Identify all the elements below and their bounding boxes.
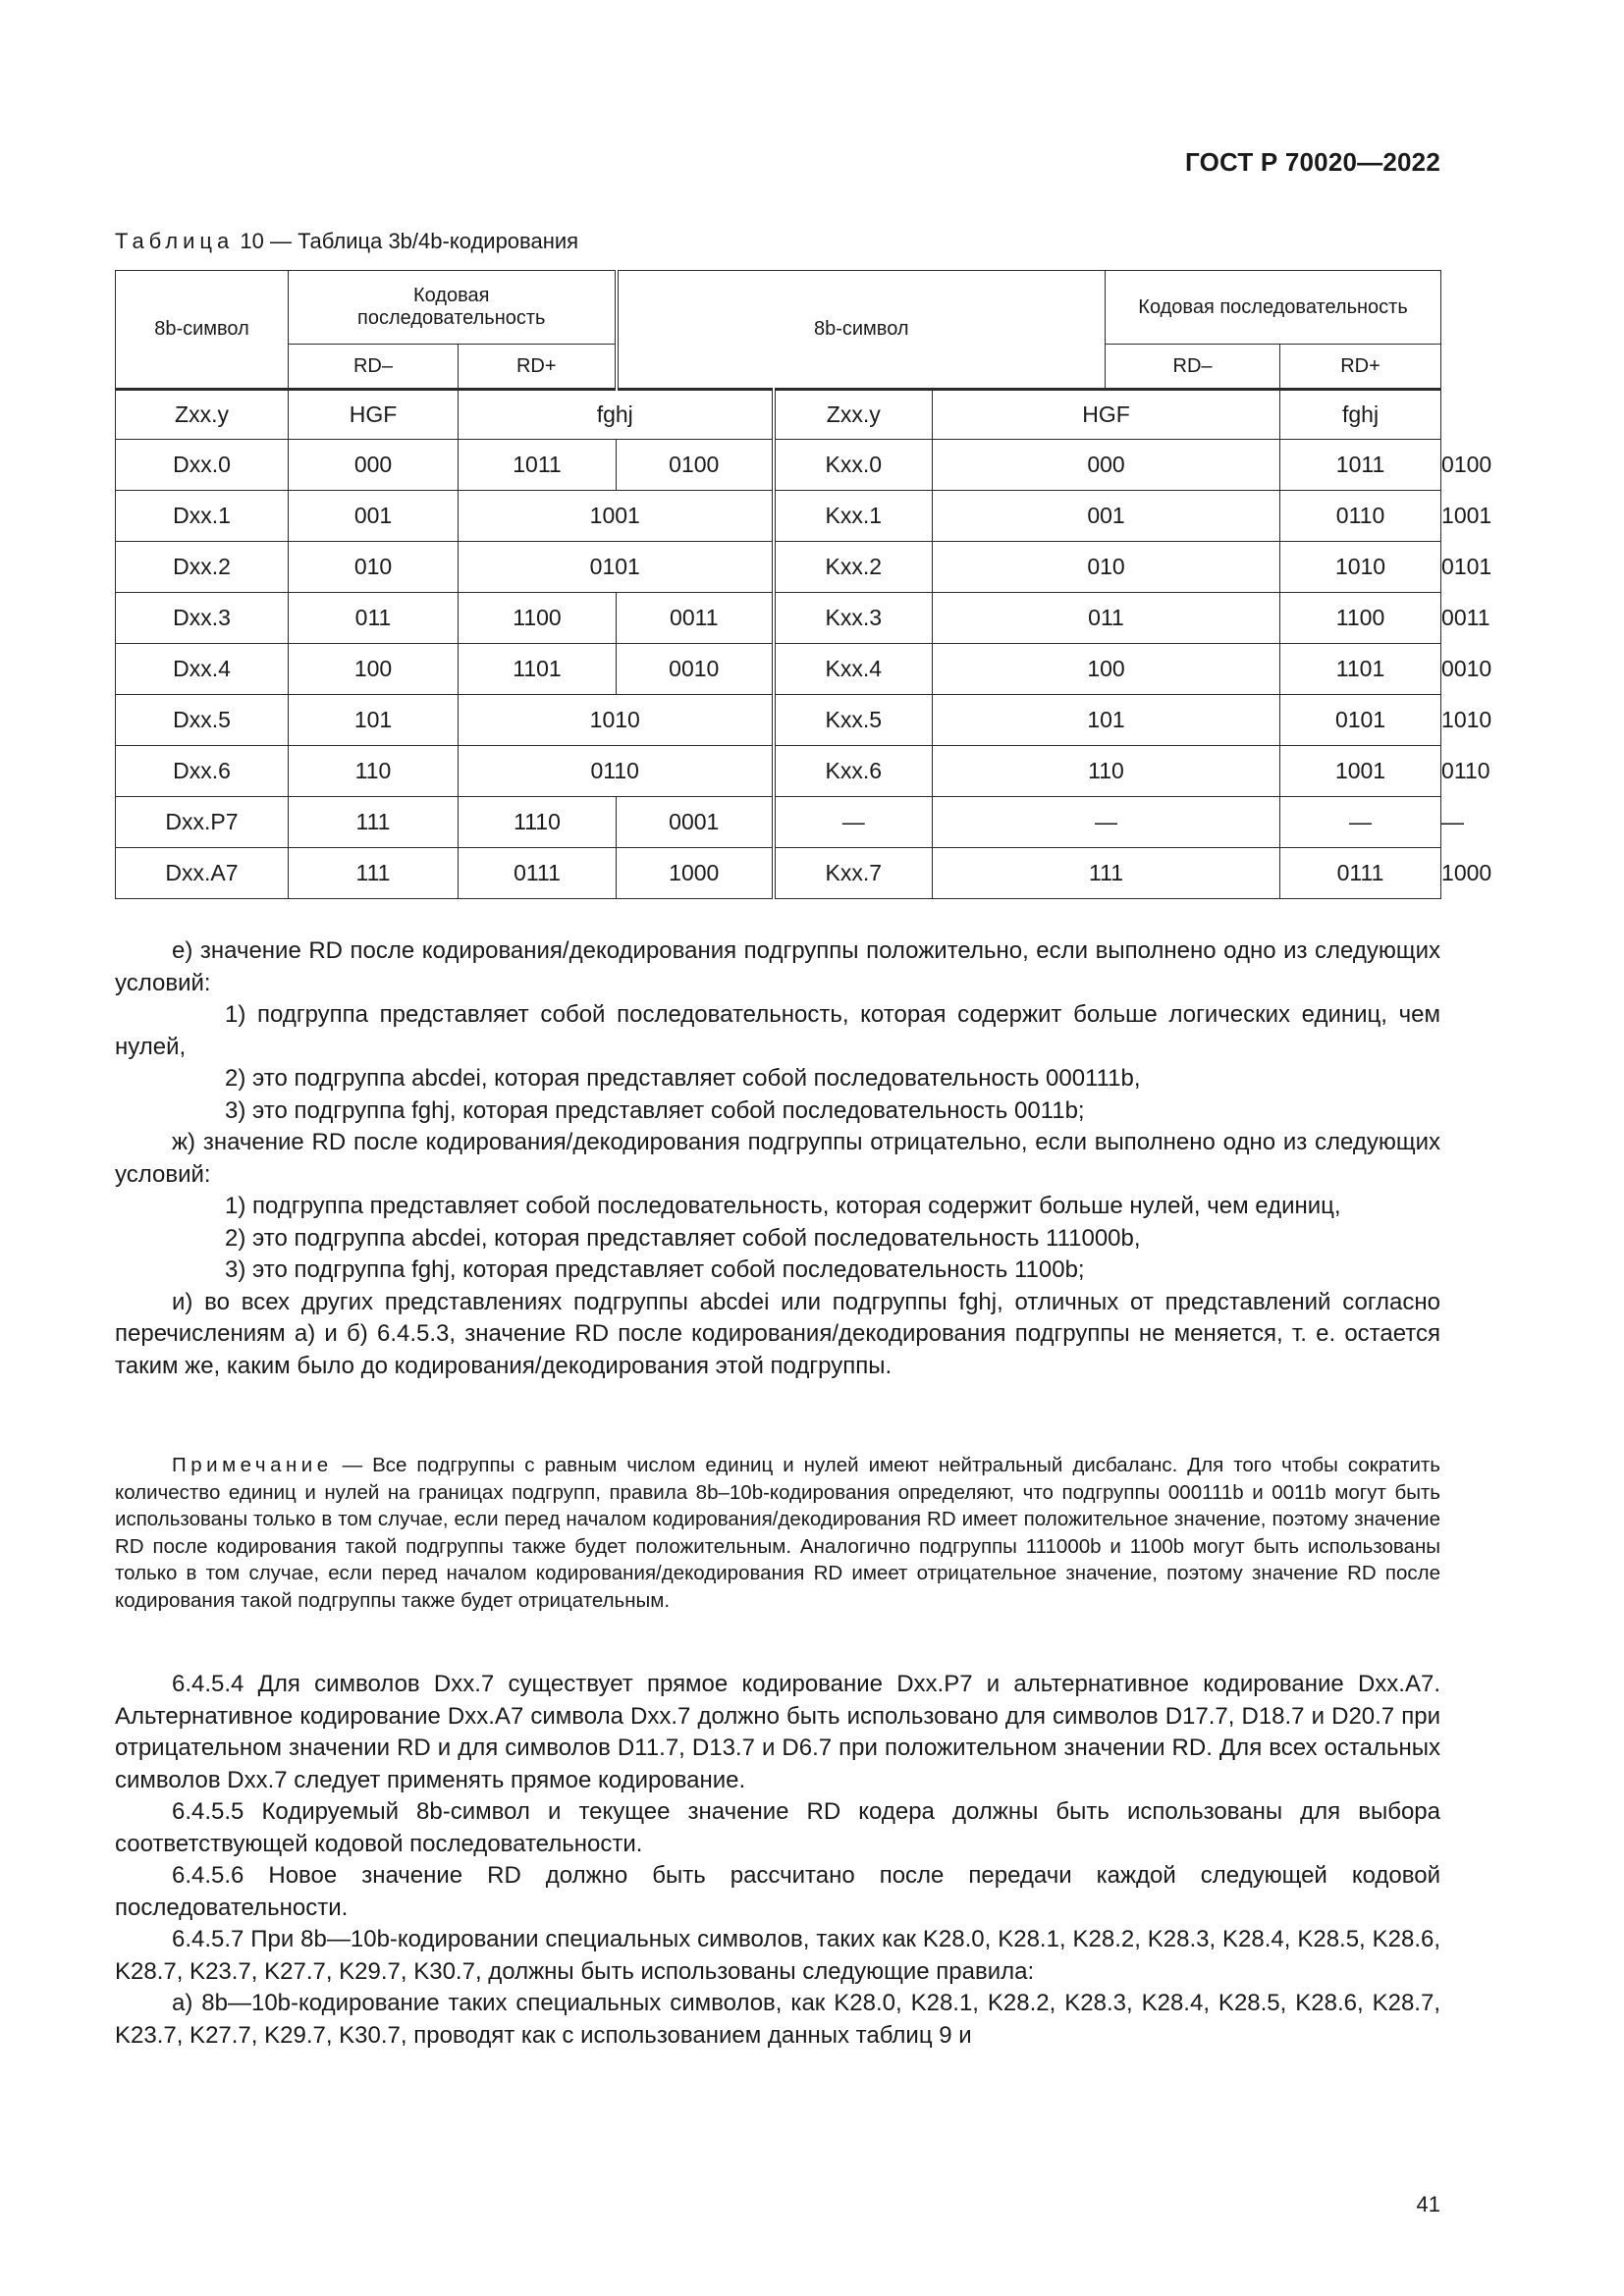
standard-header: ГОСТ Р 70020—2022	[1185, 147, 1440, 177]
table-cell: 0111	[459, 848, 617, 899]
table-cell: 110	[289, 746, 459, 797]
table-cell: Kxx.0	[774, 440, 933, 491]
caption-prefix: Таблица	[115, 229, 235, 253]
subheader-cell: Zxx.y	[774, 390, 933, 440]
table-row: Dxx.2 010 0101 Kxx.2 010 1010 0101	[116, 542, 1441, 593]
table-cell: 1110	[459, 797, 617, 848]
table-cell: 0010	[617, 644, 774, 695]
clauses-block	[115, 1669, 1440, 2052]
table-cell: 001	[289, 491, 459, 542]
table-cell: 101	[289, 695, 459, 746]
paragraph-zh1: 1) подгруппа представляет собой последовательность, которая содержит больше нулей, чем единиц,	[225, 1193, 1341, 1219]
table-cell: Kxx.5	[774, 695, 933, 746]
table-cell: 1100	[459, 593, 617, 644]
subheader-cell: fghj	[459, 390, 774, 440]
table-cell: Dxx.5	[116, 695, 289, 746]
paragraph-e1: 1) подгруппа представляет собой последовательность, которая содержит больше логических единиц, чем нулей,	[115, 1001, 1440, 1060]
table-row: Dxx.P7 111 1110 0001 — — — —	[116, 797, 1441, 848]
table-cell: 0101	[459, 542, 774, 593]
subheader-cell: fghj	[1280, 390, 1441, 440]
table-cell: Dxx.P7	[116, 797, 289, 848]
paragraph-zh: ж) значение RD после кодирования/декодирования подгруппы отрицательно, если выполнено одно из следующих условий:	[115, 1129, 1440, 1188]
note-block	[115, 1452, 1440, 1615]
subheader-cell: HGF	[933, 390, 1280, 440]
caption-text: 10 — Таблица 3b/4b-кодирования	[234, 229, 579, 253]
table-cell: —	[933, 797, 1280, 848]
table-cell: 0011	[617, 593, 774, 644]
table-cell: 1101	[1280, 644, 1441, 695]
table-cell: Dxx.0	[116, 440, 289, 491]
table-cell: 0100	[617, 440, 774, 491]
table-cell: 111	[289, 848, 459, 899]
header-code-sequence-right: Кодовая последовательность	[1106, 271, 1441, 345]
table-row: Dxx.3 011 1100 0011 Kxx.3 011 1100 0011	[116, 593, 1441, 644]
table-cell: Kxx.6	[774, 746, 933, 797]
table-cell: 100	[933, 644, 1280, 695]
table-cell: 010	[289, 542, 459, 593]
table-cell: Dxx.3	[116, 593, 289, 644]
table-cell: 1010	[459, 695, 774, 746]
table-cell: Dxx.6	[116, 746, 289, 797]
rd-conditions-block	[115, 935, 1440, 1382]
header-rd-minus-left: RD–	[289, 345, 459, 390]
clause-6-4-5-6: 6.4.5.6 Новое значение RD должно быть рассчитано после передачи каждой следующей кодовой последовательности.	[115, 1862, 1440, 1921]
note-label: Примечание	[172, 1454, 333, 1476]
paragraph-e3: 3) это подгруппа fghj, которая представляет собой последовательность 0011b;	[225, 1096, 1085, 1124]
table-row: Dxx.5 101 1010 Kxx.5 101 0101 1010	[116, 695, 1441, 746]
table-cell: 111	[933, 848, 1280, 899]
table-cell: 011	[289, 593, 459, 644]
table-cell: 1011	[459, 440, 617, 491]
table-row: Dxx.1 001 1001 Kxx.1 001 0110 1001	[116, 491, 1441, 542]
table-cell: Dxx.4	[116, 644, 289, 695]
page-number: 41	[1416, 2192, 1440, 2216]
table-cell: 1000	[617, 848, 774, 899]
table-cell: 1010	[1280, 542, 1441, 593]
table-cell: 1001	[459, 491, 774, 542]
table-cell: 111	[289, 797, 459, 848]
paragraph-e2: 2) это подгруппа abcdei, которая представляет собой последовательность 000111b,	[225, 1065, 1141, 1092]
header-rd-plus-right: RD+	[1280, 345, 1441, 390]
table-cell: 1100	[1280, 593, 1441, 644]
table-cell: Kxx.1	[774, 491, 933, 542]
table-cell: Dxx.A7	[116, 848, 289, 899]
table-row: Dxx.4 100 1101 0010 Kxx.4 100 1101 0010	[116, 644, 1441, 695]
header-rd-minus-right: RD–	[1106, 345, 1280, 390]
table-cell: —	[1280, 797, 1441, 848]
table-cell: 0111	[1280, 848, 1441, 899]
table-cell: 010	[933, 542, 1280, 593]
header-8b-symbol-right: 8b-символ	[617, 271, 1106, 390]
table-cell: Kxx.2	[774, 542, 933, 593]
paragraph-zh2: 2) это подгруппа abcdei, которая представляет собой последовательность 111000b,	[225, 1224, 1141, 1252]
note-text: — Все подгруппы с равным числом единиц и нулей имеют нейтральный дисбаланс. Для того чтобы сократить количество единиц и нулей на границах подгрупп, правила 8b–10b-кодирования определяют, что подгруппы 000111b и 0011b могут быть использованы только в том случае, если перед началом кодирования/декодирования RD имеет положительное значение, поэтому значение RD после кодирования такой подгруппы также будет положительным. Аналогично подгруппы 111000b и 1100b могут быть использованы только в том случае, если перед началом кодирования/декодирования RD имеет отрицательное значение, поэтому значение RD после кодирования такой подгруппы также будет отрицательным.	[115, 1454, 1440, 1612]
table-cell: —	[774, 797, 933, 848]
table-cell: 1101	[459, 644, 617, 695]
subheader-cell: Zxx.y	[116, 390, 289, 440]
header-code-sequence-left-label: Кодовая последовательность	[357, 285, 546, 329]
table-cell: 0001	[617, 797, 774, 848]
clause-6-4-5-7: 6.4.5.7 При 8b—10b-кодировании специальных символов, таких как K28.0, K28.1, K28.2, K28.3, K28.4, K28.5, K28.6, K28.7, K23.7, K27.7, K29.7, K30.7, должны быть использованы следующие правила:	[115, 1926, 1440, 1985]
table-caption	[115, 229, 578, 254]
clause-6-4-5-4: 6.4.5.4 Для символов Dxx.7 существует прямое кодирование Dxx.P7 и альтернативное кодирование Dxx.A7. Альтернативное кодирование Dxx.A7 символа Dxx.7 должно быть использовано для символов D17.7, D18.7 и D20.7 при отрицательном значении RD и для символов D11.7, D13.7 и D6.7 при положительном значении RD. Для всех остальных символов Dxx.7 следует применять прямое кодирование.	[115, 1671, 1440, 1793]
paragraph-e: е) значение RD после кодирования/декодирования подгруппы положительно, если выполнено одно из следующих условий:	[115, 937, 1440, 996]
table-cell: 000	[289, 440, 459, 491]
clause-6-4-5-5: 6.4.5.5 Кодируемый 8b-символ и текущее значение RD кодера должны быть использованы для выбора соответствующей кодовой последовательности.	[115, 1798, 1440, 1857]
table-cell: Kxx.3	[774, 593, 933, 644]
table-cell: 100	[289, 644, 459, 695]
table-cell: 001	[933, 491, 1280, 542]
table-cell: Kxx.4	[774, 644, 933, 695]
table-cell: 101	[933, 695, 1280, 746]
header-8b-symbol-left: 8b-символ	[116, 271, 289, 390]
clause-6-4-5-7-a: а) 8b—10b-кодирование таких специальных символов, как K28.0, K28.1, K28.2, K28.3, K28.4, K28.5, K28.6, K28.7, K23.7, K27.7, K29.7, K30.7, проводят как с использованием данных таблиц 9 и	[115, 1990, 1440, 2049]
table-cell: Dxx.2	[116, 542, 289, 593]
table-cell: Kxx.7	[774, 848, 933, 899]
table-cell: 110	[933, 746, 1280, 797]
coding-table	[115, 270, 1492, 899]
table-cell: 011	[933, 593, 1280, 644]
table-row: Dxx.0 000 1011 0100 Kxx.0 000 1011 0100	[116, 440, 1441, 491]
table-cell: 0110	[459, 746, 774, 797]
table-cell: 0101	[1280, 695, 1441, 746]
header-rd-plus-left: RD+	[459, 345, 617, 390]
table-cell: 1011	[1280, 440, 1441, 491]
table-row: Dxx.A7 111 0111 1000 Kxx.7 111 0111 1000	[116, 848, 1441, 899]
subheader-cell: HGF	[289, 390, 459, 440]
table-cell: 000	[933, 440, 1280, 491]
table-cell: 1001	[1280, 746, 1441, 797]
paragraph-i: и) во всех других представлениях подгруппы abcdei или подгруппы fghj, отличных от представлений согласно перечислениям а) и б) 6.4.5.3, значение RD после кодирования/декодирования подгруппы не меняется, т. е. остается таким же, каким было до кодирования/декодирования этой подгруппы.	[115, 1288, 1440, 1379]
header-code-sequence-left	[289, 271, 617, 345]
paragraph-zh3: 3) это подгруппа fghj, которая представляет собой последовательность 1100b;	[225, 1256, 1085, 1283]
table-cell: 0110	[1280, 491, 1441, 542]
table-row: Dxx.6 110 0110 Kxx.6 110 1001 0110	[116, 746, 1441, 797]
table-cell: Dxx.1	[116, 491, 289, 542]
